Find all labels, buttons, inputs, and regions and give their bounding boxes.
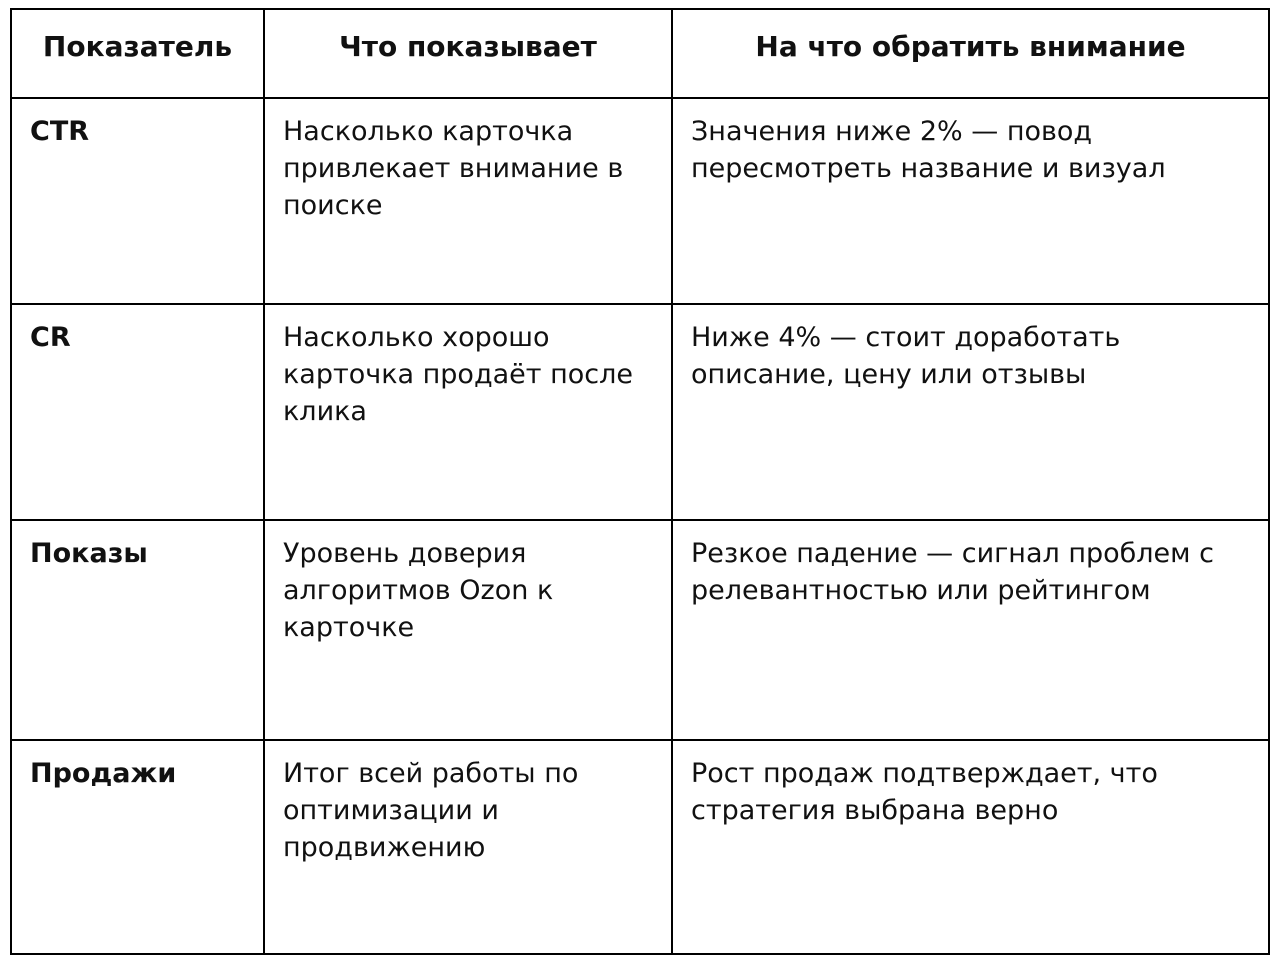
metric-name-text: CTR: [30, 115, 90, 147]
shows-text: Уровень доверия алгоритмов Ozon к карточке: [283, 537, 554, 644]
column-header-attention: На что обратить внимание: [672, 9, 1269, 98]
shows-text: Насколько хорошо карточка продаёт после клика: [283, 321, 633, 428]
cell-metric-name: [11, 304, 264, 520]
cell-metric-name: [11, 98, 264, 304]
table-row: [11, 520, 1269, 740]
attention-text: Значения ниже 2% — повод пересмотреть название и визуал: [691, 115, 1166, 184]
cell-shows: [264, 304, 672, 520]
table-header-row: [11, 9, 1269, 98]
cell-shows: [264, 740, 672, 954]
cell-metric-name: [11, 520, 264, 740]
cell-attention: [672, 520, 1269, 740]
cell-metric-name: [11, 740, 264, 954]
shows-text: Итог всей работы по оптимизации и продвижению: [283, 757, 579, 864]
cell-shows: [264, 520, 672, 740]
column-header-metric: Показатель: [11, 9, 264, 98]
shows-text: Насколько карточка привлекает внимание в поиске: [283, 115, 624, 222]
attention-text: Резкое падение — сигнал проблем с релевантностью или рейтингом: [691, 537, 1214, 606]
cell-attention: [672, 740, 1269, 954]
table-header: [11, 9, 1269, 98]
attention-text: Рост продаж подтверждает, что стратегия выбрана верно: [691, 757, 1158, 826]
table-body: [11, 98, 1269, 954]
metric-name-text: CR: [30, 321, 71, 353]
metric-name-text: Показы: [30, 537, 148, 569]
table-row: [11, 740, 1269, 954]
column-header-shows: Что показывает: [264, 9, 672, 98]
metrics-table: [10, 8, 1270, 955]
table-row: [11, 304, 1269, 520]
cell-attention: [672, 304, 1269, 520]
attention-text: Ниже 4% — стоит доработать описание, цену или отзывы: [691, 321, 1121, 390]
table-row: [11, 98, 1269, 304]
cell-attention: [672, 98, 1269, 304]
cell-shows: [264, 98, 672, 304]
metric-name-text: Продажи: [30, 757, 177, 789]
